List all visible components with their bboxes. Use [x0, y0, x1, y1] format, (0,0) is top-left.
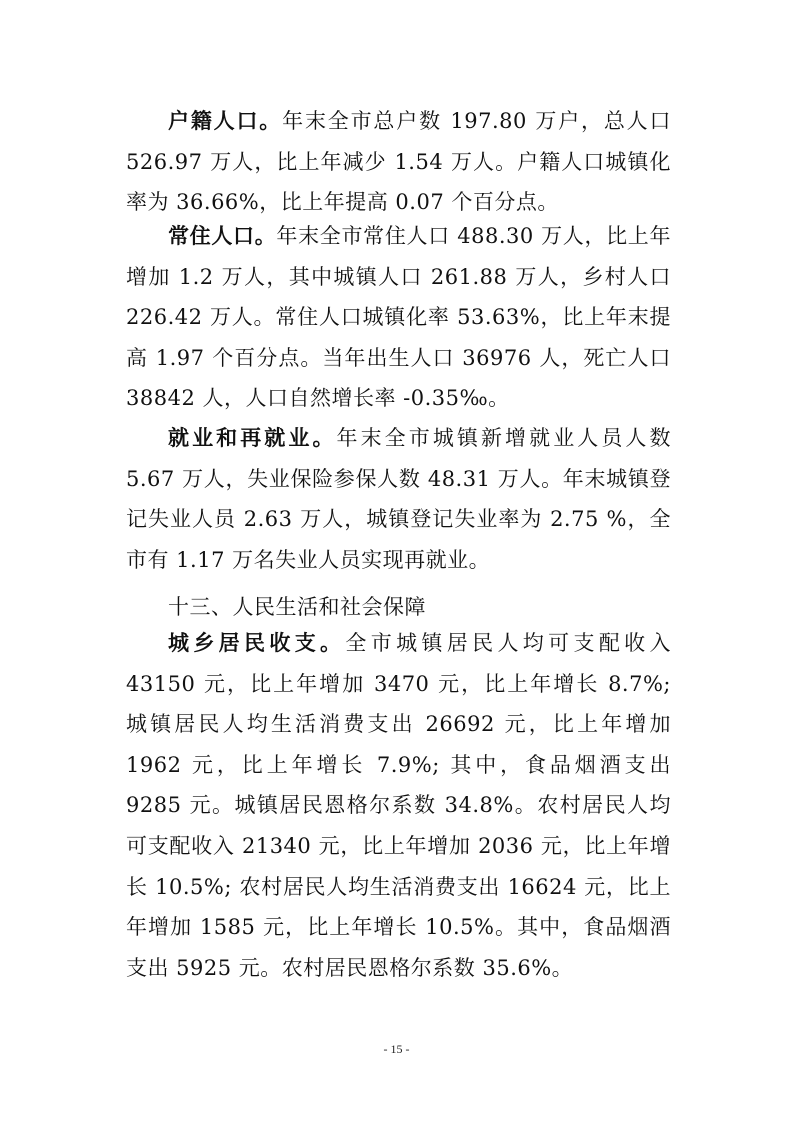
- paragraph-body-resident-population: 年末全市常住人口 488.30 万人，比上年增加 1.2 万人，其中城镇人口 261.88 万人，乡村人口 226.42 万人。常住人口城镇化率 53.63%，比上年末提高 1.97 个百分点。当年出生人口 36976 人，死亡人口 38842 人，人口自然增长率 -0.35‰。: [126, 224, 671, 410]
- paragraph-lead-resident-population: 常住人口。: [168, 224, 277, 248]
- paragraph-body-income-expenditure: 全市城镇居民人均可支配收入 43150 元，比上年增加 3470 元，比上年增长 8.7%; 城镇居民人均生活消费支出 26692 元，比上年增加 1962 元，比上年增长 7.9%; 其中，食品烟酒支出 9285 元。城镇居民恩格尔系数 34.8%。农村居民人均可支配收入 21340 元，比上年增加 2036 元，比上年增长 10.5%; 农村居民人均生活消费支出 16624 元，比上年增加 1585 元，比上年增长 10.5%。其中，食品烟酒支出 5925 元。农村居民恩格尔系数 35.6%。: [126, 631, 672, 980]
- paragraph-employment: [126, 418, 671, 580]
- paragraph-household-population: [126, 101, 671, 223]
- paragraph-body-household-population: 年末全市总户数 197.80 万户，总人口 526.97 万人，比上年减少 1.54 万人。户籍人口城镇化率为 36.66%，比上年提高 0.07 个百分点。: [126, 109, 671, 214]
- paragraph-lead-household-population: 户籍人口。: [168, 109, 283, 133]
- paragraph-body-employment: 年末全市城镇新增就业人员人数 5.67 万人，失业保险参保人数 48.31 万人。年末城镇登记失业人员 2.63 万人，城镇登记失业率为 2.75 %，全市有 1.17 万名失业人员实现再就业。: [126, 426, 672, 572]
- paragraph-lead-income-expenditure: 城乡居民收支。: [168, 631, 346, 655]
- page-number: - 15 -: [383, 1042, 410, 1056]
- paragraph-income-expenditure: [126, 623, 671, 988]
- paragraph-resident-population: [126, 216, 671, 419]
- section-heading: 十三、人民生活和社会保障: [168, 595, 426, 619]
- paragraph-lead-employment: 就业和再就业。: [168, 426, 337, 450]
